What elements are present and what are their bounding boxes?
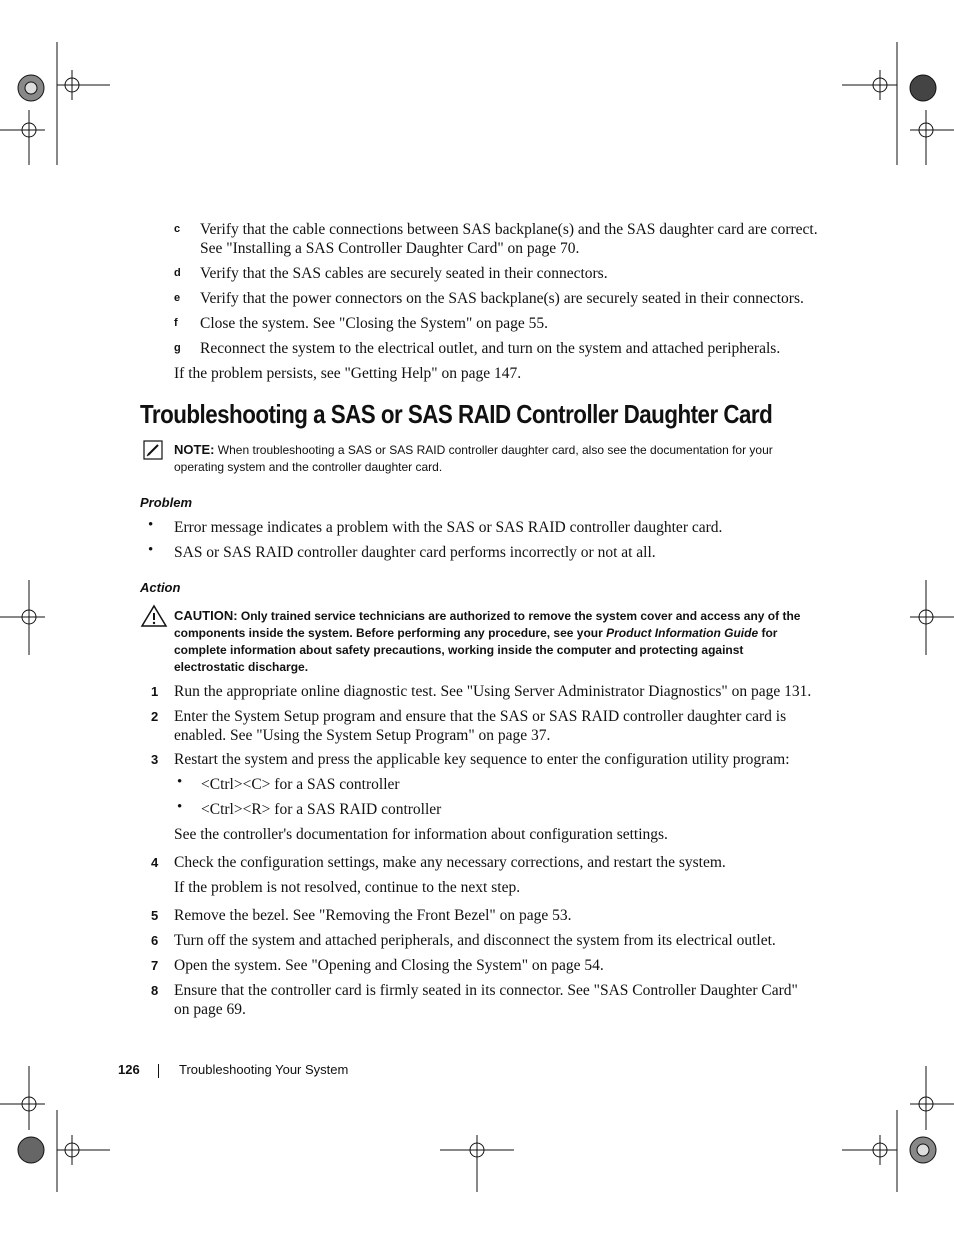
bullet: • — [148, 542, 154, 558]
persist-text: If the problem persists, see "Getting Help" on page 147. — [174, 365, 522, 382]
bullet: • — [177, 774, 183, 790]
note-text: When troubleshooting a SAS or SAS RAID controller daughter card, also see the documentation for your operating system and the controller daughter card. — [174, 443, 773, 474]
step-number: 3 — [151, 752, 159, 767]
section-heading: Troubleshooting a SAS or SAS RAID Controller Daughter Card — [140, 399, 773, 429]
step-number: 6 — [151, 933, 159, 948]
problem-item: SAS or SAS RAID controller daughter card performs incorrectly or not at all. — [174, 544, 656, 561]
note-block — [174, 441, 814, 476]
problem-item: Error message indicates a problem with the SAS or SAS RAID controller daughter card. — [174, 519, 723, 536]
footer-title: Troubleshooting Your System — [179, 1062, 349, 1077]
step-number: 2 — [151, 709, 159, 724]
step-number: 1 — [151, 684, 159, 699]
step-text: Open the system. See "Opening and Closing the System" on page 54. — [174, 957, 604, 974]
caution-guide-name: Product Information Guide — [606, 626, 759, 640]
problem-label: Problem — [140, 495, 193, 510]
step-marker: g — [174, 342, 181, 354]
step-marker: e — [174, 292, 181, 304]
step-text: Restart the system and press the applicable key sequence to enter the configuration utility program: — [174, 751, 790, 768]
step-text: Ensure that the controller card is firmly seated in its connector. See "SAS Controller Daughter Card" on page 69. — [174, 982, 798, 1018]
caution-block — [174, 607, 814, 676]
step-text: Remove the bezel. See "Removing the Front Bezel" on page 53. — [174, 907, 572, 924]
step-text: Check the configuration settings, make any necessary corrections, and restart the system. — [174, 854, 726, 871]
step-number: 8 — [151, 983, 159, 998]
note-label: NOTE: — [174, 442, 215, 457]
note-pencil-icon — [143, 440, 163, 460]
step-text: Enter the System Setup program and ensure that the SAS or SAS RAID controller daughter card is enabled. See "Using the System Setup Program" on page 37. — [174, 708, 787, 744]
bullet: • — [148, 517, 154, 533]
not-resolved-text: If the problem is not resolved, continue to the next step. — [174, 879, 521, 896]
step-text: Run the appropriate online diagnostic test. See "Using Server Administrator Diagnostics" on page 131. — [174, 683, 812, 700]
bullet: • — [177, 799, 183, 815]
caution-label: CAUTION: — [174, 608, 238, 623]
step-text: Verify that the cable connections between SAS backplane(s) and the SAS daughter card are correct. See "Installing a SAS Controller Daughter Card" on page 70. — [200, 221, 818, 257]
step-text: Verify that the SAS cables are securely seated in their connectors. — [200, 265, 608, 282]
key-sequence: <Ctrl><R> for a SAS RAID controller — [201, 801, 442, 818]
step-text: Close the system. See "Closing the System" on page 55. — [200, 315, 549, 332]
action-label: Action — [140, 580, 181, 595]
caution-text: Only trained service technicians are authorized to remove the system cover and access any of the components inside the system. Before performing any procedure, see your — [174, 609, 801, 640]
step-text: Verify that the power connectors on the SAS backplane(s) are securely seated in their connectors. — [200, 290, 804, 307]
controller-doc-text: See the controller's documentation for information about configuration settings. — [174, 826, 668, 843]
footer-divider — [158, 1064, 159, 1078]
step-number: 7 — [151, 958, 159, 973]
key-sequence: <Ctrl><C> for a SAS controller — [201, 776, 400, 793]
page-number: 126 — [118, 1062, 140, 1077]
step-number: 5 — [151, 908, 159, 923]
step-marker: f — [174, 317, 178, 329]
caution-text-after: for complete information about safety precautions, working inside the computer and protecting against electrostatic discharge. — [174, 626, 778, 674]
step-marker: d — [174, 267, 181, 279]
caution-warning-icon — [140, 604, 168, 628]
step-number: 4 — [151, 855, 159, 870]
step-marker: c — [174, 223, 181, 235]
step-text: Reconnect the system to the electrical outlet, and turn on the system and attached peripherals. — [200, 340, 781, 357]
step-text: Turn off the system and attached peripherals, and disconnect the system from its electrical outlet. — [174, 932, 776, 949]
